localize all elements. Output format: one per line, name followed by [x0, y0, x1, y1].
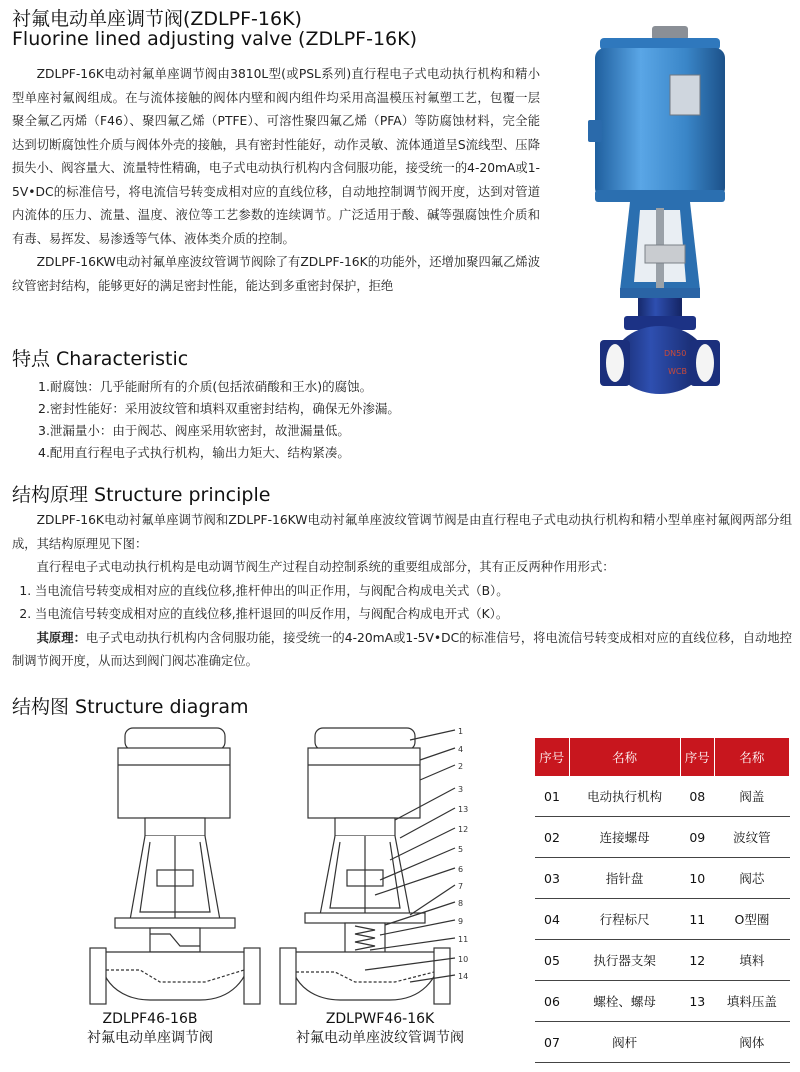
- callout-number: 12: [458, 825, 469, 834]
- table-cell: 执行器支架: [569, 940, 680, 981]
- table-cell: 阀杆: [569, 1022, 680, 1063]
- diagram-left-valve: [90, 728, 260, 1004]
- table-cell: 阀盖: [714, 776, 789, 817]
- intro-section: [12, 63, 540, 298]
- principle-item-1: 1. 当电流信号转变成相对应的直线位移,推杆伸出的叫正作用，与阀配合构成电关式（B）。: [19, 583, 509, 598]
- photo-label-material: WCB: [668, 367, 687, 376]
- diagram-right-name: 衬氟电动单座波纹管调节阀: [296, 1030, 464, 1046]
- table-cell: 02: [535, 817, 569, 858]
- table-row: [535, 940, 790, 981]
- table-row: [535, 858, 790, 899]
- callout-number: 9: [458, 917, 464, 926]
- principle-paragraph-2: 直行程电子式电动执行机构是电动调节阀生产过程自动控制系统的重要组成部分，其有正反两种作用形式：: [36, 560, 615, 574]
- features-title: 特点 Characteristic: [12, 348, 189, 370]
- callout-number: 4: [458, 745, 464, 754]
- callout-number: 6: [458, 865, 464, 874]
- callout-number: 11: [458, 935, 469, 944]
- structure-diagram-drawings: [30, 720, 500, 1012]
- table-cell: O型圈: [714, 899, 789, 940]
- feature-item: 4.配用直行程电子式执行机构，输出力矩大、结构紧凑。: [38, 445, 350, 460]
- col-header-no: 序号: [535, 738, 569, 776]
- table-cell: [680, 1022, 714, 1063]
- structure-principle-section: [12, 509, 792, 674]
- diagram-right-model: ZDLPWF46-16K: [325, 1011, 435, 1027]
- table-cell: 05: [535, 940, 569, 981]
- diagram-right-caption: [260, 1010, 500, 1048]
- page-title-en: Fluorine lined adjusting valve (ZDLPF-16K): [12, 28, 417, 50]
- col-header-name: 名称: [714, 738, 789, 776]
- diagram-callout-numbers: [458, 727, 468, 981]
- valve-product-photo: [560, 20, 790, 400]
- features-list: [38, 376, 400, 464]
- callout-number: 3: [458, 785, 464, 794]
- table-cell: 填料: [714, 940, 789, 981]
- callout-number: 13: [458, 805, 469, 814]
- callout-number: 14: [458, 972, 469, 981]
- callout-number: 5: [458, 845, 464, 854]
- table-cell: 12: [680, 940, 714, 981]
- callout-number: 7: [458, 882, 464, 891]
- photo-label-dn: DN50: [664, 349, 687, 358]
- table-cell: 11: [680, 899, 714, 940]
- table-cell: 04: [535, 899, 569, 940]
- callout-number: 10: [458, 955, 469, 964]
- table-cell: 螺栓、螺母: [569, 981, 680, 1022]
- table-cell: 08: [680, 776, 714, 817]
- principle-label: 其原理：: [36, 630, 86, 645]
- principle-paragraph-1: ZDLPF-16K电动衬氟单座调节阀和ZDLPF-16KW电动衬氟单座波纹管调节阀是由直行程电子式电动执行机构和精小型单座衬氟阀两部分组成，其结构原理见下图：: [12, 513, 792, 551]
- table-cell: 01: [535, 776, 569, 817]
- col-header-no: 序号: [680, 738, 714, 776]
- diagram-right-valve: [280, 728, 455, 1004]
- table-row: [535, 776, 790, 817]
- feature-item: 2.密封性能好：采用波纹管和填料双重密封结构，确保无外渗漏。: [38, 401, 400, 416]
- table-cell: 03: [535, 858, 569, 899]
- table-cell: 09: [680, 817, 714, 858]
- table-row: [535, 981, 790, 1022]
- table-cell: 10: [680, 858, 714, 899]
- page-title-cn: 衬氟电动单座调节阀(ZDLPF-16K): [12, 8, 302, 30]
- table-cell: 波纹管: [714, 817, 789, 858]
- diagram-left-name: 衬氟电动单座调节阀: [87, 1030, 213, 1046]
- parts-table: [535, 738, 790, 1063]
- principle-item-2: 2. 当电流信号转变成相对应的直线位移,推杆退回的叫反作用，与阀配合构成电开式（K）。: [19, 607, 509, 621]
- intro-paragraph-2: ZDLPF-16KW电动衬氟单座波纹管调节阀除了有ZDLPF-16K的功能外，还增加聚四氟乙烯波纹管密封结构，能够更好的满足密封性能，能达到多重密封保护，拒绝: [12, 255, 540, 293]
- feature-item: 3.泄漏量小：由于阀芯、阀座采用软密封，故泄漏量低。: [38, 423, 350, 438]
- table-cell: 阀体: [714, 1022, 789, 1063]
- table-cell: 指针盘: [569, 858, 680, 899]
- table-cell: 填料压盖: [714, 981, 789, 1022]
- table-cell: 06: [535, 981, 569, 1022]
- diagram-title: 结构图 Structure diagram: [12, 696, 249, 718]
- diagram-left-caption: [40, 1010, 260, 1048]
- table-row: [535, 1022, 790, 1063]
- table-cell: 电动执行机构: [569, 776, 680, 817]
- diagram-left-model: ZDLPF46-16B: [102, 1011, 198, 1027]
- table-row: [535, 817, 790, 858]
- table-cell: 行程标尺: [569, 899, 680, 940]
- table-cell: 07: [535, 1022, 569, 1063]
- structure-title: 结构原理 Structure principle: [12, 484, 271, 506]
- parts-table-header: [535, 738, 790, 776]
- table-cell: 13: [680, 981, 714, 1022]
- table-cell: 连接螺母: [569, 817, 680, 858]
- principle-paragraph-5: 电子式电动执行机构内含伺服功能，接受统一的4-20mA或1-5V•DC的标准信号，将电流信号转变成相对应的直线位移，自动地控制调节阀开度，从而达到阀门阀芯准确定位。: [12, 630, 792, 668]
- table-row: [535, 899, 790, 940]
- callout-number: 1: [458, 727, 464, 736]
- callout-number: 2: [458, 762, 464, 771]
- table-cell: 阀芯: [714, 858, 789, 899]
- feature-item: 1.耐腐蚀：几乎能耐所有的介质(包括浓硝酸和王水)的腐蚀。: [38, 379, 373, 394]
- callout-number: 8: [458, 899, 464, 908]
- intro-paragraph-1: ZDLPF-16K电动衬氟单座调节阀由3810L型(或PSL系列)直行程电子式电动执行机构和精小型单座衬氟阀组成。在与流体接触的阀体内壁和阀内组件均采用高温模压衬氟塑工艺，包覆一层聚全氟乙丙烯（F46）、聚四氟乙烯（PTFE）、可溶性聚四氟乙烯（PFA）等防腐蚀材料，完全能达到切断腐蚀性介质与阀体外壳的接触，具有密封性能好，动作灵敏、流体通道呈S流线型、压降损失小、阀容量大、流量特性精确，电子式电动执行机构内含伺服功能，接受统一的4-20mA或1-5V•DC的标准信号，将电流信号转变成相对应的直线位移，自动地控制调节阀开度，达到对管道内流体的压力、流量、温度、液位等工艺参数的连续调节。广泛适用于酸、碱等强腐蚀性介质和有毒、易挥发、易渗透等气体、液体类介质的控制。: [12, 67, 540, 246]
- col-header-name: 名称: [569, 738, 680, 776]
